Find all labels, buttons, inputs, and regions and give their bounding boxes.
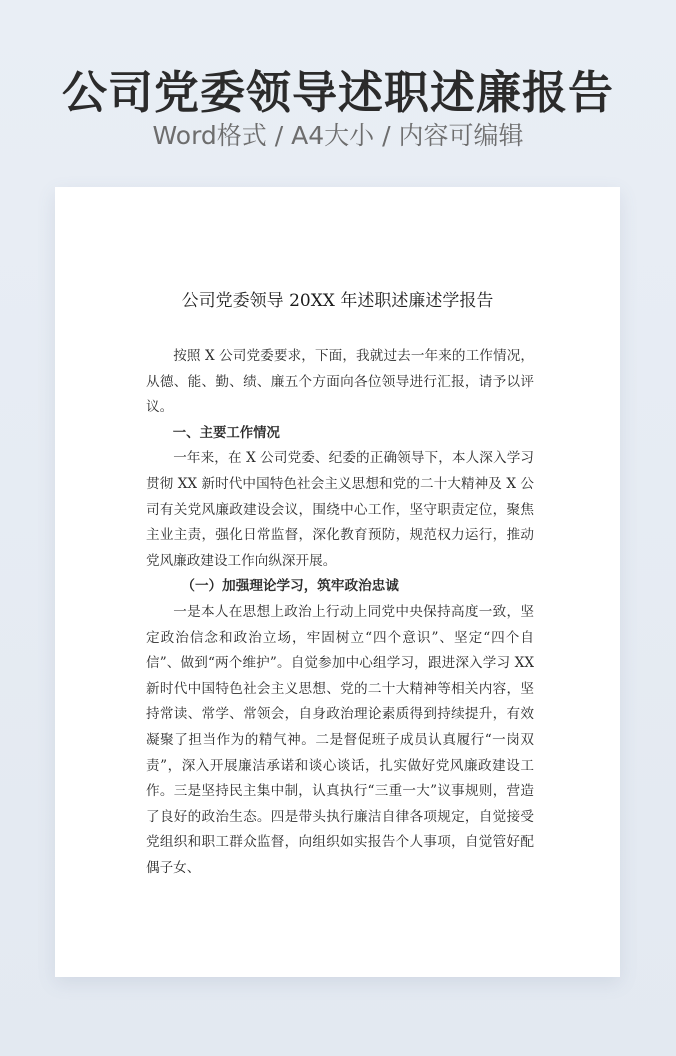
banner-title: 公司党委领导述职述廉报告 (61, 66, 614, 119)
banner-subtitle: Word格式 / A4大小 / 内容可编辑 (152, 121, 524, 150)
intro-paragraph: 按照 X 公司党委要求，下面，我就过去一年来的工作情况，从德、能、勤、绩、廉五个方面向各位领导进行汇报，请予以评议。 (146, 348, 534, 416)
document-title: 公司党委领导 20XX 年述职述廉述学报告 (181, 291, 494, 311)
subsection-paragraph: 一是本人在思想上政治上行动上同党中央保持高度一致，坚定政治信念和政治立场，牢固树立“四个意识”、坚定“四个自信”、做到“两个维护”。自觉参加中心组学习，跟进深入学习 XX 新时代中国特色社会主义思想、党的二十大精神等相关内容，坚持常读、常学、常领会，自身政治理论素质得到持续提升，有效凝聚了担当作为的精气神。二是督促班子成员认真履行“一岗双责”，深入开展廉洁承诺和谈心谈话，扎实做好党风廉政建设工作。三是坚持民主集中制，认真执行“三重一大”议事规则，营造了良好的政治生态。四是带头执行廉洁自律各项规定，自觉接受党组织和职工群众监督，向组织如实报告个人事项，自觉管好配偶子女、 (146, 603, 534, 876)
section-paragraph: 一年来，在 X 公司党委、纪委的正确领导下，本人深入学习贯彻 XX 新时代中国特色社会主义思想和党的二十大精神及 X 公司有关党风廉政建设会议，围绕中心工作，坚守职责定位，聚焦主业主责，强化日常监督，深化教育预防，规范权力运行，推动党风廉政建设工作向纵深开展。 (146, 450, 534, 569)
subsection-heading: （一）加强理论学习，筑牢政治忠诚 (181, 578, 399, 595)
document-page (55, 187, 620, 977)
section-heading: 一、主要工作情况 (172, 425, 280, 441)
document-body (146, 344, 534, 881)
